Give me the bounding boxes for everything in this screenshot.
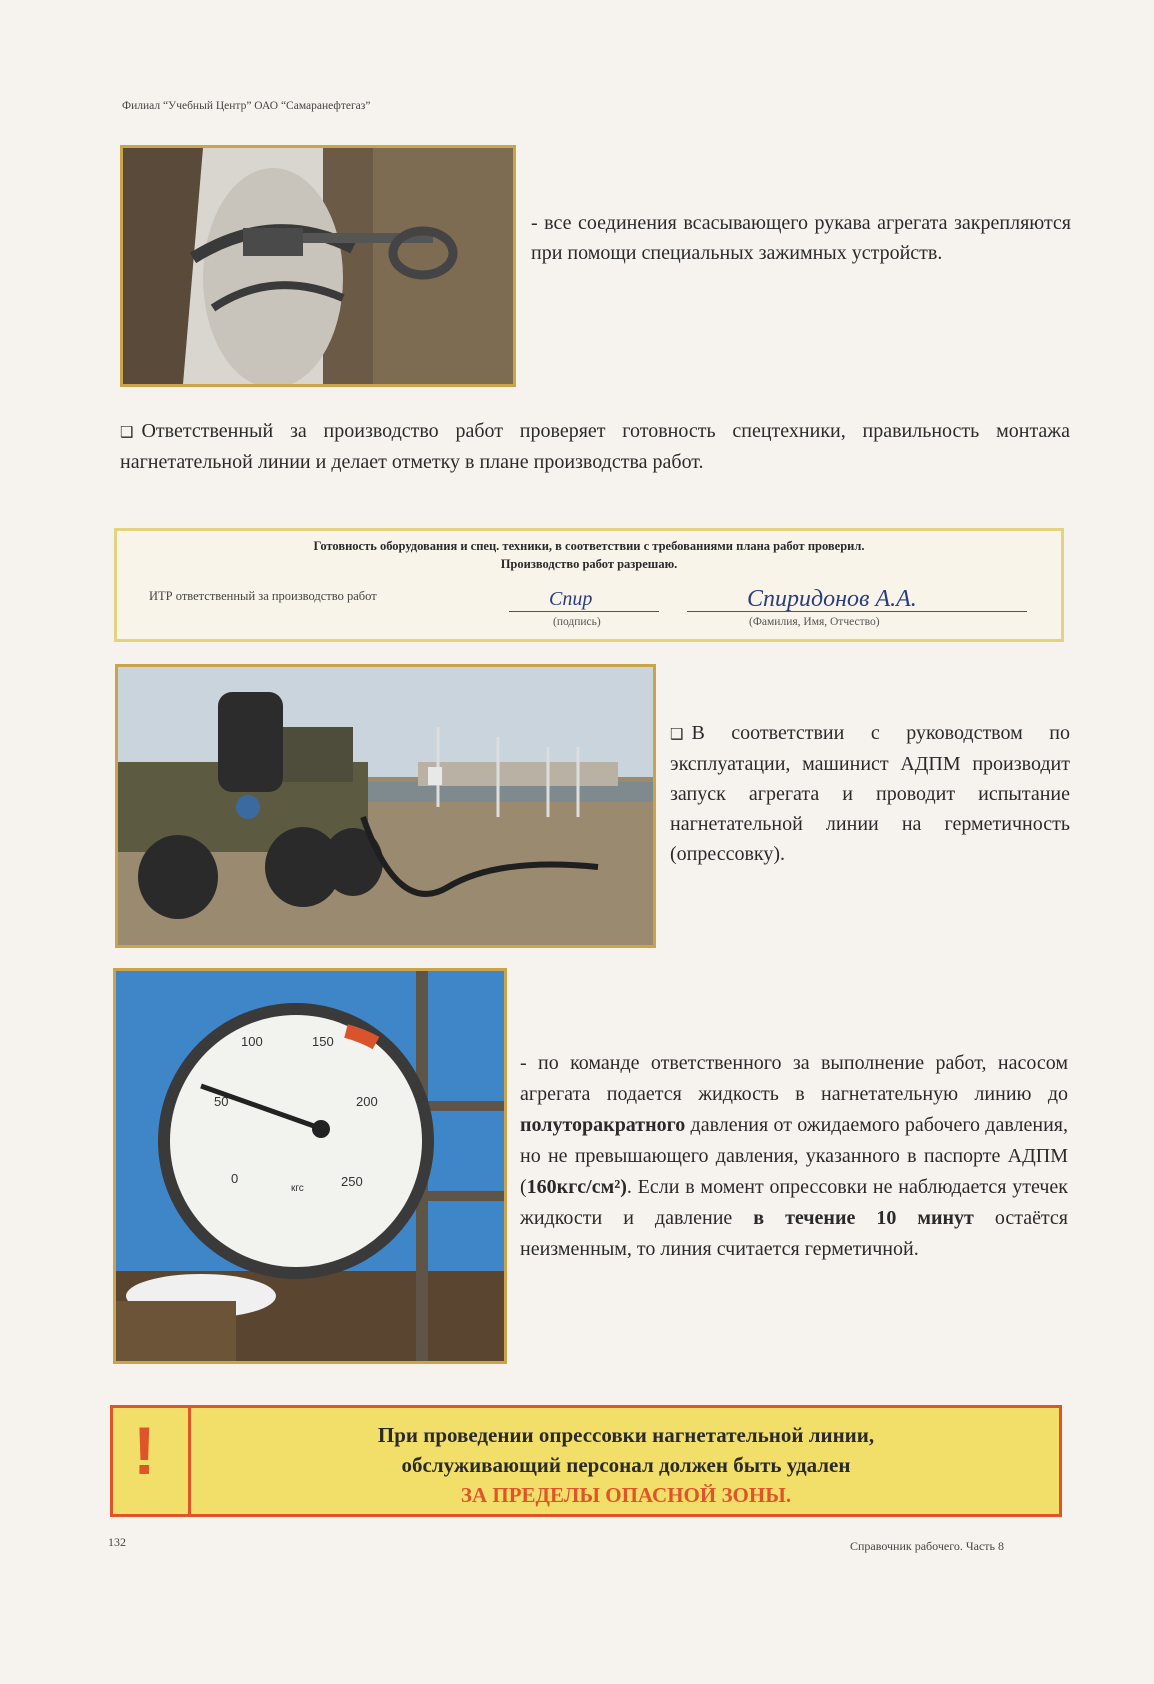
approval-role-label: ИТР ответственный за производство работ (149, 589, 377, 603)
exclamation-icon: ! (133, 1413, 156, 1489)
pressure-text-f: в течение 10 минут (753, 1207, 974, 1229)
gauge-label-150: 150 (312, 1034, 334, 1049)
checkbox-bullet-icon: ❑ (670, 725, 684, 743)
approval-line-2: Производство работ разрешаю. (500, 557, 678, 571)
warning-line-3: ЗА ПРЕДЕЛЫ ОПАСНОЙ ЗОНЫ. (460, 1483, 792, 1507)
paragraph-clamps: - все соединения всасывающего рукава агрегата закрепляются при помощи специальных зажимных устройств. (531, 212, 1071, 264)
gauge-label-250: 250 (341, 1174, 363, 1189)
warning-line-1: При проведении опрессовки нагнетательной линии, (377, 1423, 875, 1447)
warning-divider (188, 1408, 191, 1514)
checkbox-bullet-icon: ❑ (120, 423, 134, 441)
approval-heading (117, 537, 1061, 573)
signature-line (509, 611, 659, 612)
pressure-text-e: . Если в момент опрессовки не наблюдается утечек жидкости и давление (520, 1176, 1068, 1229)
pump-truck-illustration (118, 667, 653, 945)
paragraph-launch (670, 718, 1070, 869)
photo-hose-clamp (120, 145, 516, 387)
signature: Спир (549, 588, 593, 610)
gauge-label-100: 100 (241, 1034, 263, 1049)
pressure-text-g: остаётся неизменным, то линия считается герметичной. (520, 1207, 1069, 1260)
pressure-text-b: полуторакратного (520, 1114, 686, 1136)
warning-text (193, 1420, 1059, 1510)
footer-book-title: Справочник рабочего. Часть 8 (850, 1539, 1005, 1553)
page-header: Филиал “Учебный Центр” ОАО “Самаранефтегаз” (122, 100, 371, 112)
photo-pump-truck (115, 664, 656, 948)
gauge-label-50: 50 (214, 1094, 229, 1109)
approval-signature-box (114, 528, 1064, 642)
paragraph-responsible-check-text: Ответственный за производство работ проверяет готовность спецтехники, правильность монтажа нагнетательной линии и делает отметку в плане производства работ. (120, 420, 1070, 473)
name-caption: (Фамилия, Имя, Отчество) (749, 616, 880, 628)
photo-pressure-gauge (113, 968, 507, 1364)
pressure-text-c: давления от ожидаемого рабочего давления, но не превышающего давления, указанного в паспорте АДПМ ( (520, 1114, 1068, 1198)
warning-box (110, 1405, 1062, 1517)
page-number: 132 (108, 1535, 126, 1549)
pressure-text-d: 160кгс/см²) (526, 1176, 627, 1198)
paragraph-pressure-test (520, 1048, 1068, 1265)
hose-clamp-illustration (123, 148, 513, 384)
paragraph-responsible-check (120, 416, 1070, 477)
signature-caption: (подпись) (553, 616, 601, 628)
responsible-name: Спиридонов А.А. (747, 586, 917, 612)
paragraph-launch-text: В соответствии с руководством по эксплуатации, машинист АДПМ производит запуск агрегата и проводит испытание нагнетательной линии на герметичность (опрессовку). (670, 722, 1070, 865)
gauge-label-0: 0 (231, 1171, 239, 1186)
pressure-text-a: - по команде ответственного за выполнение работ, насосом агрегата подается жидкость в нагнетательную линию до (520, 1052, 1068, 1105)
pressure-gauge-illustration (116, 971, 504, 1361)
approval-line-1: Готовность оборудования и спец. техники, в соответствии с требованиями плана работ проверил. (313, 539, 865, 553)
gauge-unit-label: кгс (291, 1183, 304, 1194)
warning-line-2: обслуживающий персонал должен быть удален (401, 1453, 851, 1477)
gauge-label-200: 200 (356, 1094, 378, 1109)
